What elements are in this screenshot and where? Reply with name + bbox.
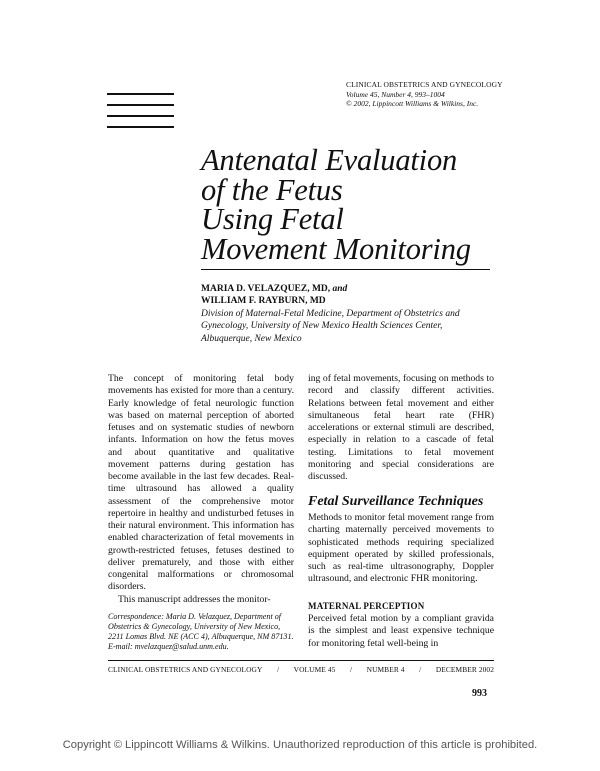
bar-line — [107, 104, 174, 106]
title-line: Antenatal Evaluation — [201, 143, 458, 177]
bar-line — [107, 93, 174, 95]
footer-rule — [108, 660, 494, 661]
title-line: Movement Monitoring — [201, 231, 471, 266]
footer-separator: / — [419, 665, 422, 674]
correspondence-line: 2211 Lomas Blvd. NE (ACC 4), Albuquerque, NM 87131. — [108, 632, 294, 641]
affiliation-line: Gynecology, University of New Mexico Health Sciences Center, — [201, 321, 443, 332]
subsection-body — [308, 613, 494, 650]
affiliation — [201, 308, 501, 345]
authors — [201, 283, 347, 307]
section-heading: Fetal Surveillance Techniques — [308, 494, 484, 509]
title-line: of the Fetus — [201, 172, 343, 207]
section-body — [308, 512, 494, 586]
footer-volume: VOLUME 45 — [293, 665, 336, 674]
decorative-bars — [107, 93, 174, 137]
journal-copyright: © 2002, Lippincott Williams & Wilkins, Inc. — [346, 99, 479, 108]
body-paragraph: ing of fetal movements, focusing on methods to record and classify different activities. Relations between fetal movement and either simultaneous fetal heart rate (FHR) accelerations or external stimuli are described, especially in relation to a cascade of fetal testing. Limitations to fetal movement monitoring and special considerations are discussed. — [308, 373, 494, 482]
footer-number: NUMBER 4 — [366, 665, 405, 674]
footer-journal: CLINICAL OBSTETRICS AND GYNECOLOGY — [108, 665, 263, 674]
journal-name: CLINICAL OBSTETRICS AND GYNECOLOGY — [346, 80, 503, 89]
footer-separator: / — [349, 665, 353, 674]
copyright-notice: Copyright © Lippincott Williams & Wilkins. Unauthorized reproduction of this article is prohibited. — [62, 739, 538, 751]
article-title — [201, 143, 471, 266]
subsection-heading: MATERNAL PERCEPTION — [308, 601, 425, 611]
body-paragraph: The concept of monitoring fetal body movements has existed for more than a century. Early knowledge of fetal neurologic function was based on maternal perception of aborted fetuses and on systematic studies of newborn infants. Information on how the fetus moves and about quantitative and qualitative movement patterns during gestation has become available in the last few decades. Real-time ultrasound has allowed a quality assessment of the comprehensive motor repertoire in healthy and undisturbed fetuses in their natural environment. This information has enabled characterization of fetal movements in growth-restricted fetuses, fetuses destined to deliver prematurely, and those with either congenital malformations or chromosomal disorders. — [108, 373, 294, 593]
title-line: Using Fetal — [201, 202, 344, 236]
page-number: 993 — [472, 688, 487, 699]
body-paragraph: Perceived fetal motion by a compliant gravida is the simplest and least expensive technique for monitoring fetal well-being in — [308, 613, 494, 649]
footer-separator: / — [276, 665, 280, 674]
left-column — [108, 373, 294, 606]
author-2: WILLIAM F. RAYBURN, MD — [201, 296, 326, 306]
body-paragraph: This manuscript addresses the monitor- — [118, 593, 271, 605]
title-rule — [201, 269, 490, 270]
footer-date: DECEMBER 2002 — [435, 665, 494, 674]
journal-header — [346, 80, 503, 109]
page-footer — [108, 665, 494, 674]
bar-line — [107, 126, 174, 128]
journal-volume: Volume 45, Number 4, 993–1004 — [346, 89, 445, 99]
correspondence-line: Correspondence: Maria D. Velazquez, Department of — [108, 612, 282, 621]
correspondence-line: Obstetrics & Gynecology, University of New Mexico, — [108, 622, 281, 631]
affiliation-line: Albuquerque, New Mexico — [201, 333, 302, 344]
affiliation-line: Division of Maternal-Fetal Medicine, Department of Obstetrics and — [201, 309, 460, 319]
author-1: MARIA D. VELAZQUEZ, MD, — [201, 284, 331, 294]
correspondence-email: E-mail: mvelazquez@salud.unm.edu. — [108, 642, 229, 651]
author-and: and — [332, 284, 348, 294]
bar-line — [107, 115, 174, 117]
body-paragraph: Methods to monitor fetal movement range from charting maternally perceived movements to sophisticated methods requiring specialized equipment operated by skilled professionals, such as real-time ultrasonography, Doppler ultrasound, and electronic FHR monitoring. — [308, 512, 494, 585]
right-column — [308, 373, 494, 483]
correspondence — [108, 612, 294, 652]
